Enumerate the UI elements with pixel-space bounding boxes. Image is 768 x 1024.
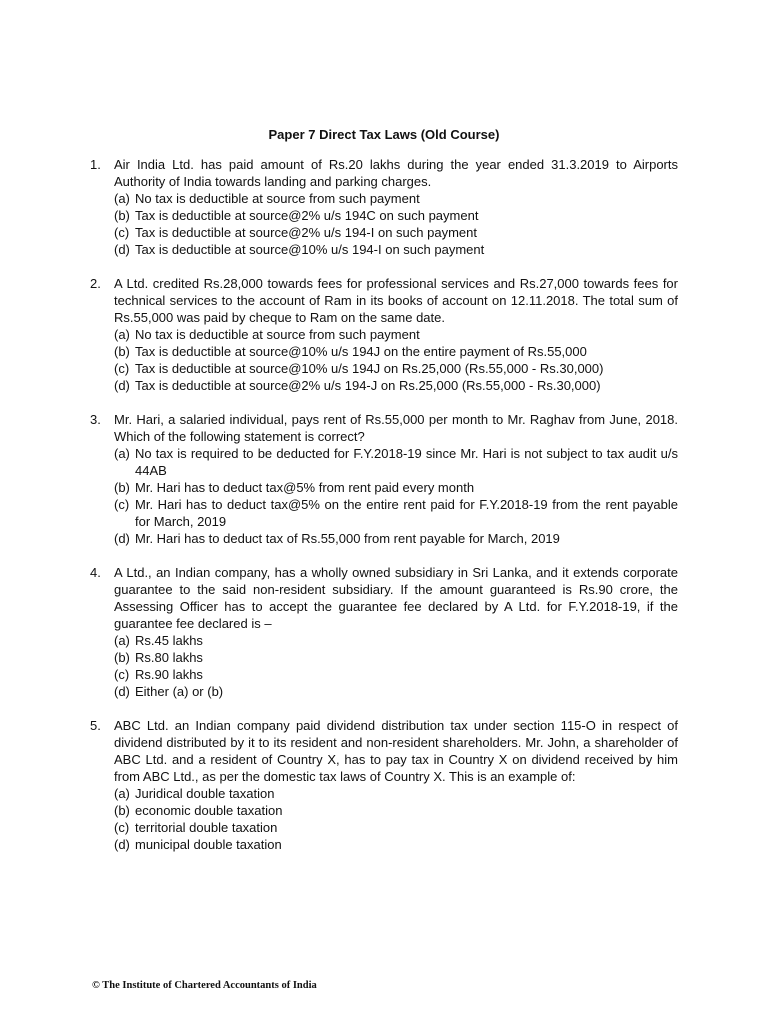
option-text: Rs.45 lakhs <box>135 633 203 648</box>
option-label: (b) <box>114 803 130 818</box>
option-c <box>114 496 678 530</box>
option-b <box>114 343 678 360</box>
option-text: Mr. Hari has to deduct tax of Rs.55,000 from rent payable for March, 2019 <box>135 531 560 546</box>
option-text: No tax is required to be deducted for F.Y.2018-19 since Mr. Hari is not subject to tax audit u/s 44AB <box>135 446 678 478</box>
question-4 <box>90 564 678 700</box>
option-a <box>114 445 678 479</box>
option-c <box>114 360 678 377</box>
question-number: 3. <box>90 412 101 427</box>
option-text: Rs.80 lakhs <box>135 650 203 665</box>
option-label: (d) <box>114 242 130 257</box>
option-label: (c) <box>114 667 130 682</box>
question-list <box>90 156 678 870</box>
option-text: Juridical double taxation <box>135 786 275 801</box>
option-text: municipal double taxation <box>135 837 282 852</box>
option-text: territorial double taxation <box>135 820 278 835</box>
option-d <box>114 241 678 258</box>
option-c <box>114 224 678 241</box>
question-number: 2. <box>90 276 101 291</box>
option-text: Rs.90 lakhs <box>135 667 203 682</box>
question-number: 1. <box>90 157 101 172</box>
option-text: Mr. Hari has to deduct tax@5% on the entire rent paid for F.Y.2018-19 from the rent payable for March, 2019 <box>135 497 678 529</box>
option-label: (d) <box>114 684 130 699</box>
option-label: (d) <box>114 837 130 852</box>
question-number: 5. <box>90 718 101 733</box>
option-b <box>114 802 678 819</box>
question-3 <box>90 411 678 547</box>
option-label: (c) <box>114 225 130 240</box>
page-title: Paper 7 Direct Tax Laws (Old Course) <box>268 127 500 142</box>
option-text: Tax is deductible at source@10% u/s 194J on Rs.25,000 (Rs.55,000 - Rs.30,000) <box>135 361 604 376</box>
option-label: (d) <box>114 531 130 546</box>
option-text: Tax is deductible at source@10% u/s 194-I on such payment <box>135 242 485 257</box>
option-label: (a) <box>114 191 130 206</box>
option-label: (c) <box>114 361 130 376</box>
option-label: (d) <box>114 378 130 393</box>
option-label: (a) <box>114 786 130 801</box>
option-label: (a) <box>114 327 130 342</box>
option-a <box>114 190 678 207</box>
option-label: (b) <box>114 344 130 359</box>
option-text: Tax is deductible at source@2% u/s 194C on such payment <box>135 208 479 223</box>
option-b <box>114 649 678 666</box>
option-label: (c) <box>114 497 130 512</box>
option-c <box>114 819 678 836</box>
option-label: (a) <box>114 446 130 461</box>
question-text: ABC Ltd. an Indian company paid dividend distribution tax under section 115-O in respect of dividend distributed by it to its resident and non-resident shareholders. Mr. John, a shareholder of ABC Ltd. and a resident of Country X, has to pay tax in Country X on dividend received by him from ABC Ltd., as per the domestic tax laws of Country X. This is an example of: <box>114 718 678 784</box>
option-d <box>114 377 678 394</box>
question-number: 4. <box>90 565 101 580</box>
question-text: A Ltd., an Indian company, has a wholly owned subsidiary in Sri Lanka, and it extends corporate guarantee to the said non-resident subsidiary. If the amount guaranteed is Rs.90 crore, the Assessing Officer has to accept the guarantee fee declared by A Ltd. for F.Y.2018-19, if the guarantee fee declared is – <box>114 565 678 631</box>
question-text: A Ltd. credited Rs.28,000 towards fees for professional services and Rs.27,000 towards fees for technical services to the account of Ram in its books of account on 12.11.2018. The total sum of Rs.55,000 was paid by cheque to Ram on the same date. <box>114 276 678 325</box>
option-b <box>114 207 678 224</box>
question-text: Air India Ltd. has paid amount of Rs.20 lakhs during the year ended 31.3.2019 to Airports Authority of India towards landing and parking charges. <box>114 157 678 189</box>
option-label: (b) <box>114 650 130 665</box>
option-text: economic double taxation <box>135 803 283 818</box>
option-text: No tax is deductible at source from such payment <box>135 191 420 206</box>
option-label: (b) <box>114 480 130 495</box>
option-a <box>114 632 678 649</box>
option-a <box>114 785 678 802</box>
option-text: Tax is deductible at source@2% u/s 194-J on Rs.25,000 (Rs.55,000 - Rs.30,000) <box>135 378 601 393</box>
option-label: (c) <box>114 820 130 835</box>
question-1 <box>90 156 678 258</box>
question-2 <box>90 275 678 394</box>
option-d <box>114 530 678 547</box>
question-5 <box>90 717 678 853</box>
option-d <box>114 836 678 853</box>
option-text: Tax is deductible at source@10% u/s 194J on the entire payment of Rs.55,000 <box>135 344 587 359</box>
option-d <box>114 683 678 700</box>
option-label: (b) <box>114 208 130 223</box>
option-text: No tax is deductible at source from such payment <box>135 327 420 342</box>
option-c <box>114 666 678 683</box>
question-text: Mr. Hari, a salaried individual, pays rent of Rs.55,000 per month to Mr. Raghav from June, 2018. Which of the following statement is correct? <box>114 412 678 444</box>
option-text: Either (a) or (b) <box>135 684 224 699</box>
copyright-footer: © The Institute of Chartered Accountants of India <box>92 980 317 991</box>
option-b <box>114 479 678 496</box>
option-text: Tax is deductible at source@2% u/s 194-I on such payment <box>135 225 477 240</box>
option-a <box>114 326 678 343</box>
option-text: Mr. Hari has to deduct tax@5% from rent paid every month <box>135 480 475 495</box>
option-label: (a) <box>114 633 130 648</box>
